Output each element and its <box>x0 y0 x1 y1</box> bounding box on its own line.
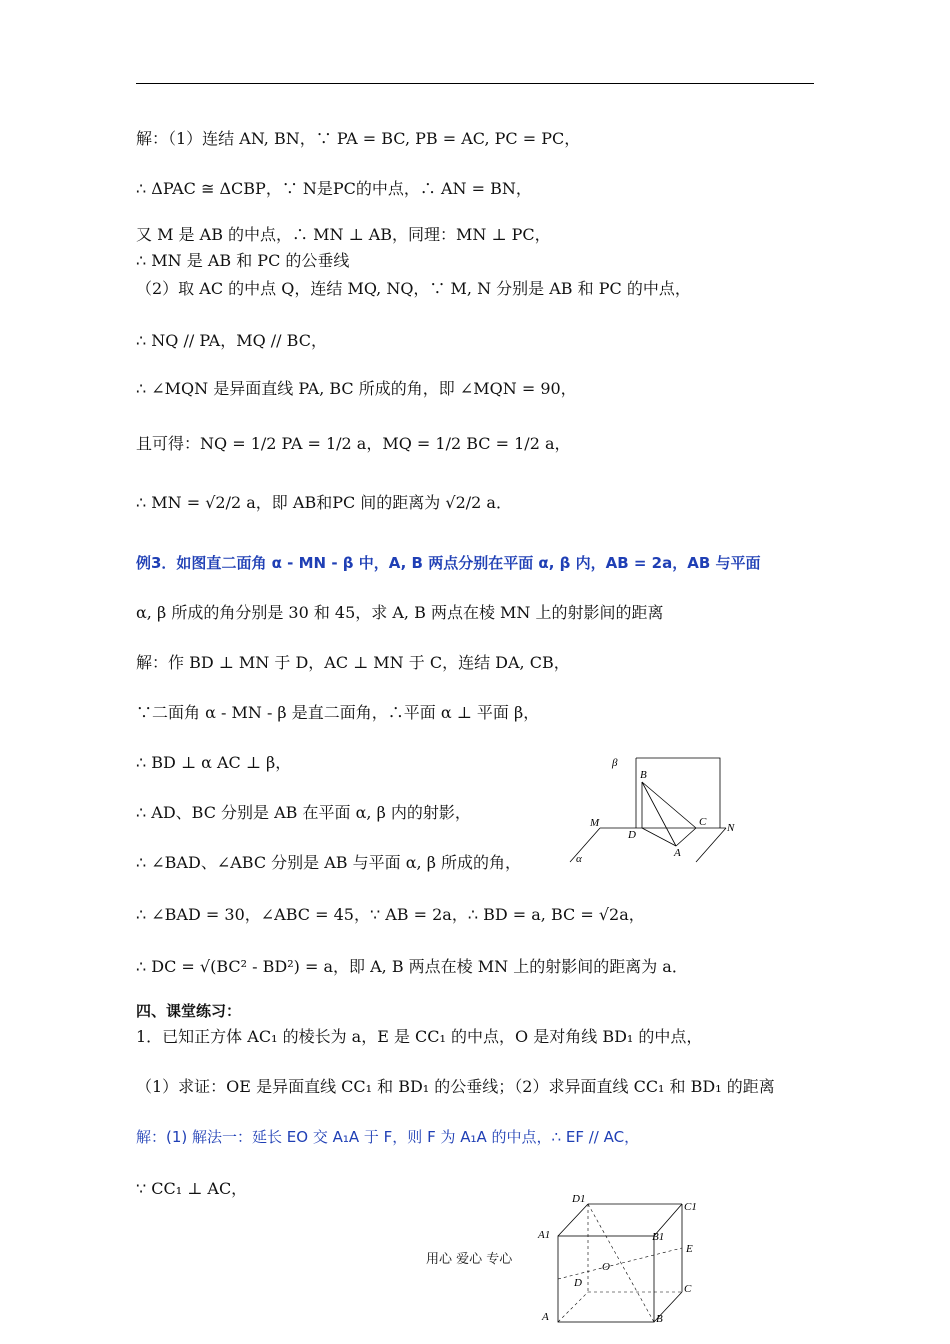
text-line-8: 且可得：NQ = 1/2 PA = 1/2 a，MQ = 1/2 BC = 1/2 a， <box>136 434 571 453</box>
fig1-b: B <box>640 769 647 781</box>
fig1-alpha: α <box>576 853 582 865</box>
text-line-12: 解：作 BD ⊥ MN 于 D，AC ⊥ MN 于 C，连结 DA, CB， <box>136 653 570 672</box>
text-line-17: ∴ ∠BAD = 30，∠ABC = 45，∵ AB = 2a，∴ BD = a, BC = √2a， <box>136 905 645 924</box>
dihedral-figure <box>560 750 760 875</box>
text-line-20: 1．已知正方体 AC₁ 的棱长为 a，E 是 CC₁ 的中点，O 是对角线 BD₁ 的中点， <box>136 1027 703 1046</box>
text-line-2: ∴ ΔPAC ≅ ΔCBP，∵ N是PC的中点，∴ AN = BN， <box>136 179 532 198</box>
text-line-4: ∴ MN 是 AB 和 PC 的公垂线 <box>136 251 350 270</box>
text-line-16: ∴ ∠BAD、∠ABC 分别是 AB 与平面 α, β 所成的角， <box>136 853 522 872</box>
cube-o: O <box>602 1261 610 1273</box>
text-line-14: ∴ BD ⊥ α AC ⊥ β， <box>136 753 292 772</box>
cube-d: D <box>574 1277 582 1289</box>
text-line-13: ∵二面角 α - MN - β 是直二面角，∴平面 α ⊥ 平面 β， <box>136 703 540 722</box>
example-3-line: 例3．如图直二面角 α - MN - β 中，A, B 两点分别在平面 α, β 内，AB = 2a，AB 与平面 <box>136 554 761 572</box>
cube-c: C <box>684 1283 692 1295</box>
cube-b: B <box>656 1313 663 1325</box>
text-line-5: （2）取 AC 的中点 Q，连结 MQ, NQ，∵ M, N 分别是 AB 和 PC 的中点， <box>136 279 691 298</box>
cube-a1: A1 <box>538 1229 551 1241</box>
text-line-15: ∴ AD、BC 分别是 AB 在平面 α, β 内的射影， <box>136 803 471 822</box>
cube-d1: D1 <box>572 1193 586 1205</box>
fig1-m: M <box>590 817 600 829</box>
fig1-n: N <box>727 822 735 834</box>
page-footer: 用心 爱心 专心 <box>426 1252 513 1267</box>
header-rule <box>136 83 814 84</box>
fig1-c: C <box>699 816 707 828</box>
cube-e: E <box>686 1243 693 1255</box>
text-line-22: 解：(1) 解法一：延长 EO 交 A₁A 于 F，则 F 为 A₁A 的中点，∴ EF // AC， <box>136 1128 640 1146</box>
text-line-21: （1）求证：OE 是异面直线 CC₁ 和 BD₁ 的公垂线；（2）求异面直线 CC₁ 和 BD₁ 的距离 <box>136 1077 775 1096</box>
fig1-a: A <box>674 847 681 859</box>
fig1-beta: β <box>612 757 618 769</box>
text-line-9: ∴ MN = √2/2 a，即 AB和PC 间的距离为 √2/2 a． <box>136 493 512 512</box>
cube-c1: C1 <box>684 1201 697 1213</box>
text-line-1: 解：（1）连结 AN, BN，∵ PA = BC, PB = AC, PC = PC， <box>136 129 581 148</box>
text-line-11: α, β 所成的角分别是 30 和 45，求 A, B 两点在棱 MN 上的射影间的距离 <box>136 603 664 622</box>
fig1-d: D <box>628 829 636 841</box>
text-line-3: 又 M 是 AB 的中点，∴ MN ⊥ AB，同理：MN ⊥ PC， <box>136 225 551 244</box>
cube-figure <box>536 1190 716 1330</box>
text-line-18: ∴ DC = √(BC² - BD²) = a，即 A, B 两点在棱 MN 上的射影间的距离为 a． <box>136 957 688 976</box>
section-heading: 四、课堂练习： <box>136 1002 242 1020</box>
text-line-23: ∵ CC₁ ⊥ AC， <box>136 1179 248 1198</box>
text-line-7: ∴ ∠MQN 是异面直线 PA, BC 所成的角，即 ∠MQN = 90， <box>136 379 577 398</box>
cube-b1: B1 <box>652 1231 665 1243</box>
cube-a: A <box>542 1311 549 1323</box>
text-line-6: ∴ NQ // PA，MQ // BC， <box>136 331 327 350</box>
